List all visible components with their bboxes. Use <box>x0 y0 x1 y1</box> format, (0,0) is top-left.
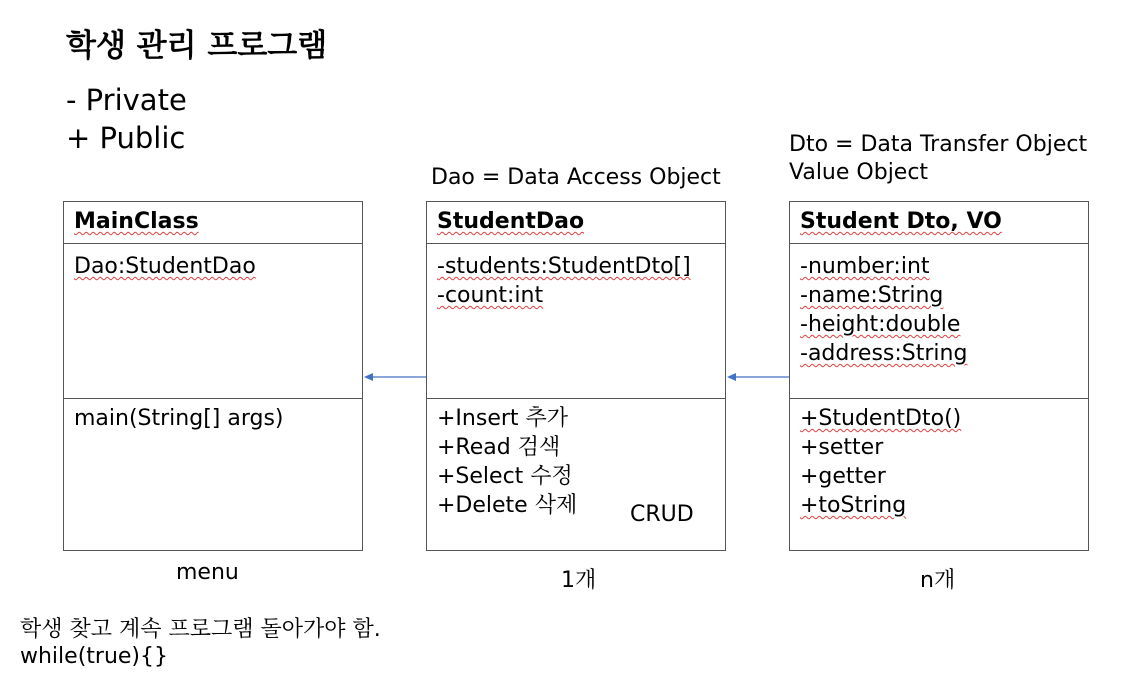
caption-one: 1개 <box>561 568 597 593</box>
arrow-dto-to-dao <box>727 373 789 381</box>
class-name: Student Dto, VO <box>800 209 1002 234</box>
operation: +Insert 추가 <box>437 406 569 431</box>
class-name: StudentDao <box>437 209 585 234</box>
attribute: -number:int <box>800 254 930 279</box>
attribute: -height:double <box>800 312 961 337</box>
caption-n: n개 <box>920 568 956 593</box>
arrow-dao-to-main <box>364 373 426 381</box>
operation: +setter <box>800 435 884 460</box>
legend-public: + Public <box>66 121 186 155</box>
operation: +getter <box>800 464 886 489</box>
caption-menu: menu <box>176 560 239 585</box>
operation: +StudentDto() <box>800 406 962 431</box>
vo-definition-note: Value Object <box>789 160 929 185</box>
operation: +toString <box>800 493 907 518</box>
legend-private: - Private <box>66 83 187 117</box>
operation: +Delete 삭제 <box>437 493 578 518</box>
attribute: -count:int <box>437 283 544 308</box>
attribute: Dao:StudentDao <box>74 254 256 279</box>
operation: main(String[] args) <box>74 406 284 431</box>
page-title: 학생 관리 프로그램 <box>66 28 328 64</box>
attribute: -address:String <box>800 341 968 366</box>
operation: +Select 수정 <box>437 464 573 489</box>
class-name: MainClass <box>74 209 199 234</box>
footer-code: while(true){} <box>20 644 169 669</box>
footer-note: 학생 찾고 계속 프로그램 돌아가야 함. <box>20 617 381 642</box>
crud-label: CRUD <box>630 502 694 527</box>
attribute: -name:String <box>800 283 944 308</box>
attribute: -students:StudentDto[] <box>437 254 691 279</box>
dto-definition-note: Dto = Data Transfer Object <box>789 132 1088 157</box>
dao-definition-note: Dao = Data Access Object <box>431 165 721 190</box>
operation: +Read 검색 <box>437 435 561 460</box>
